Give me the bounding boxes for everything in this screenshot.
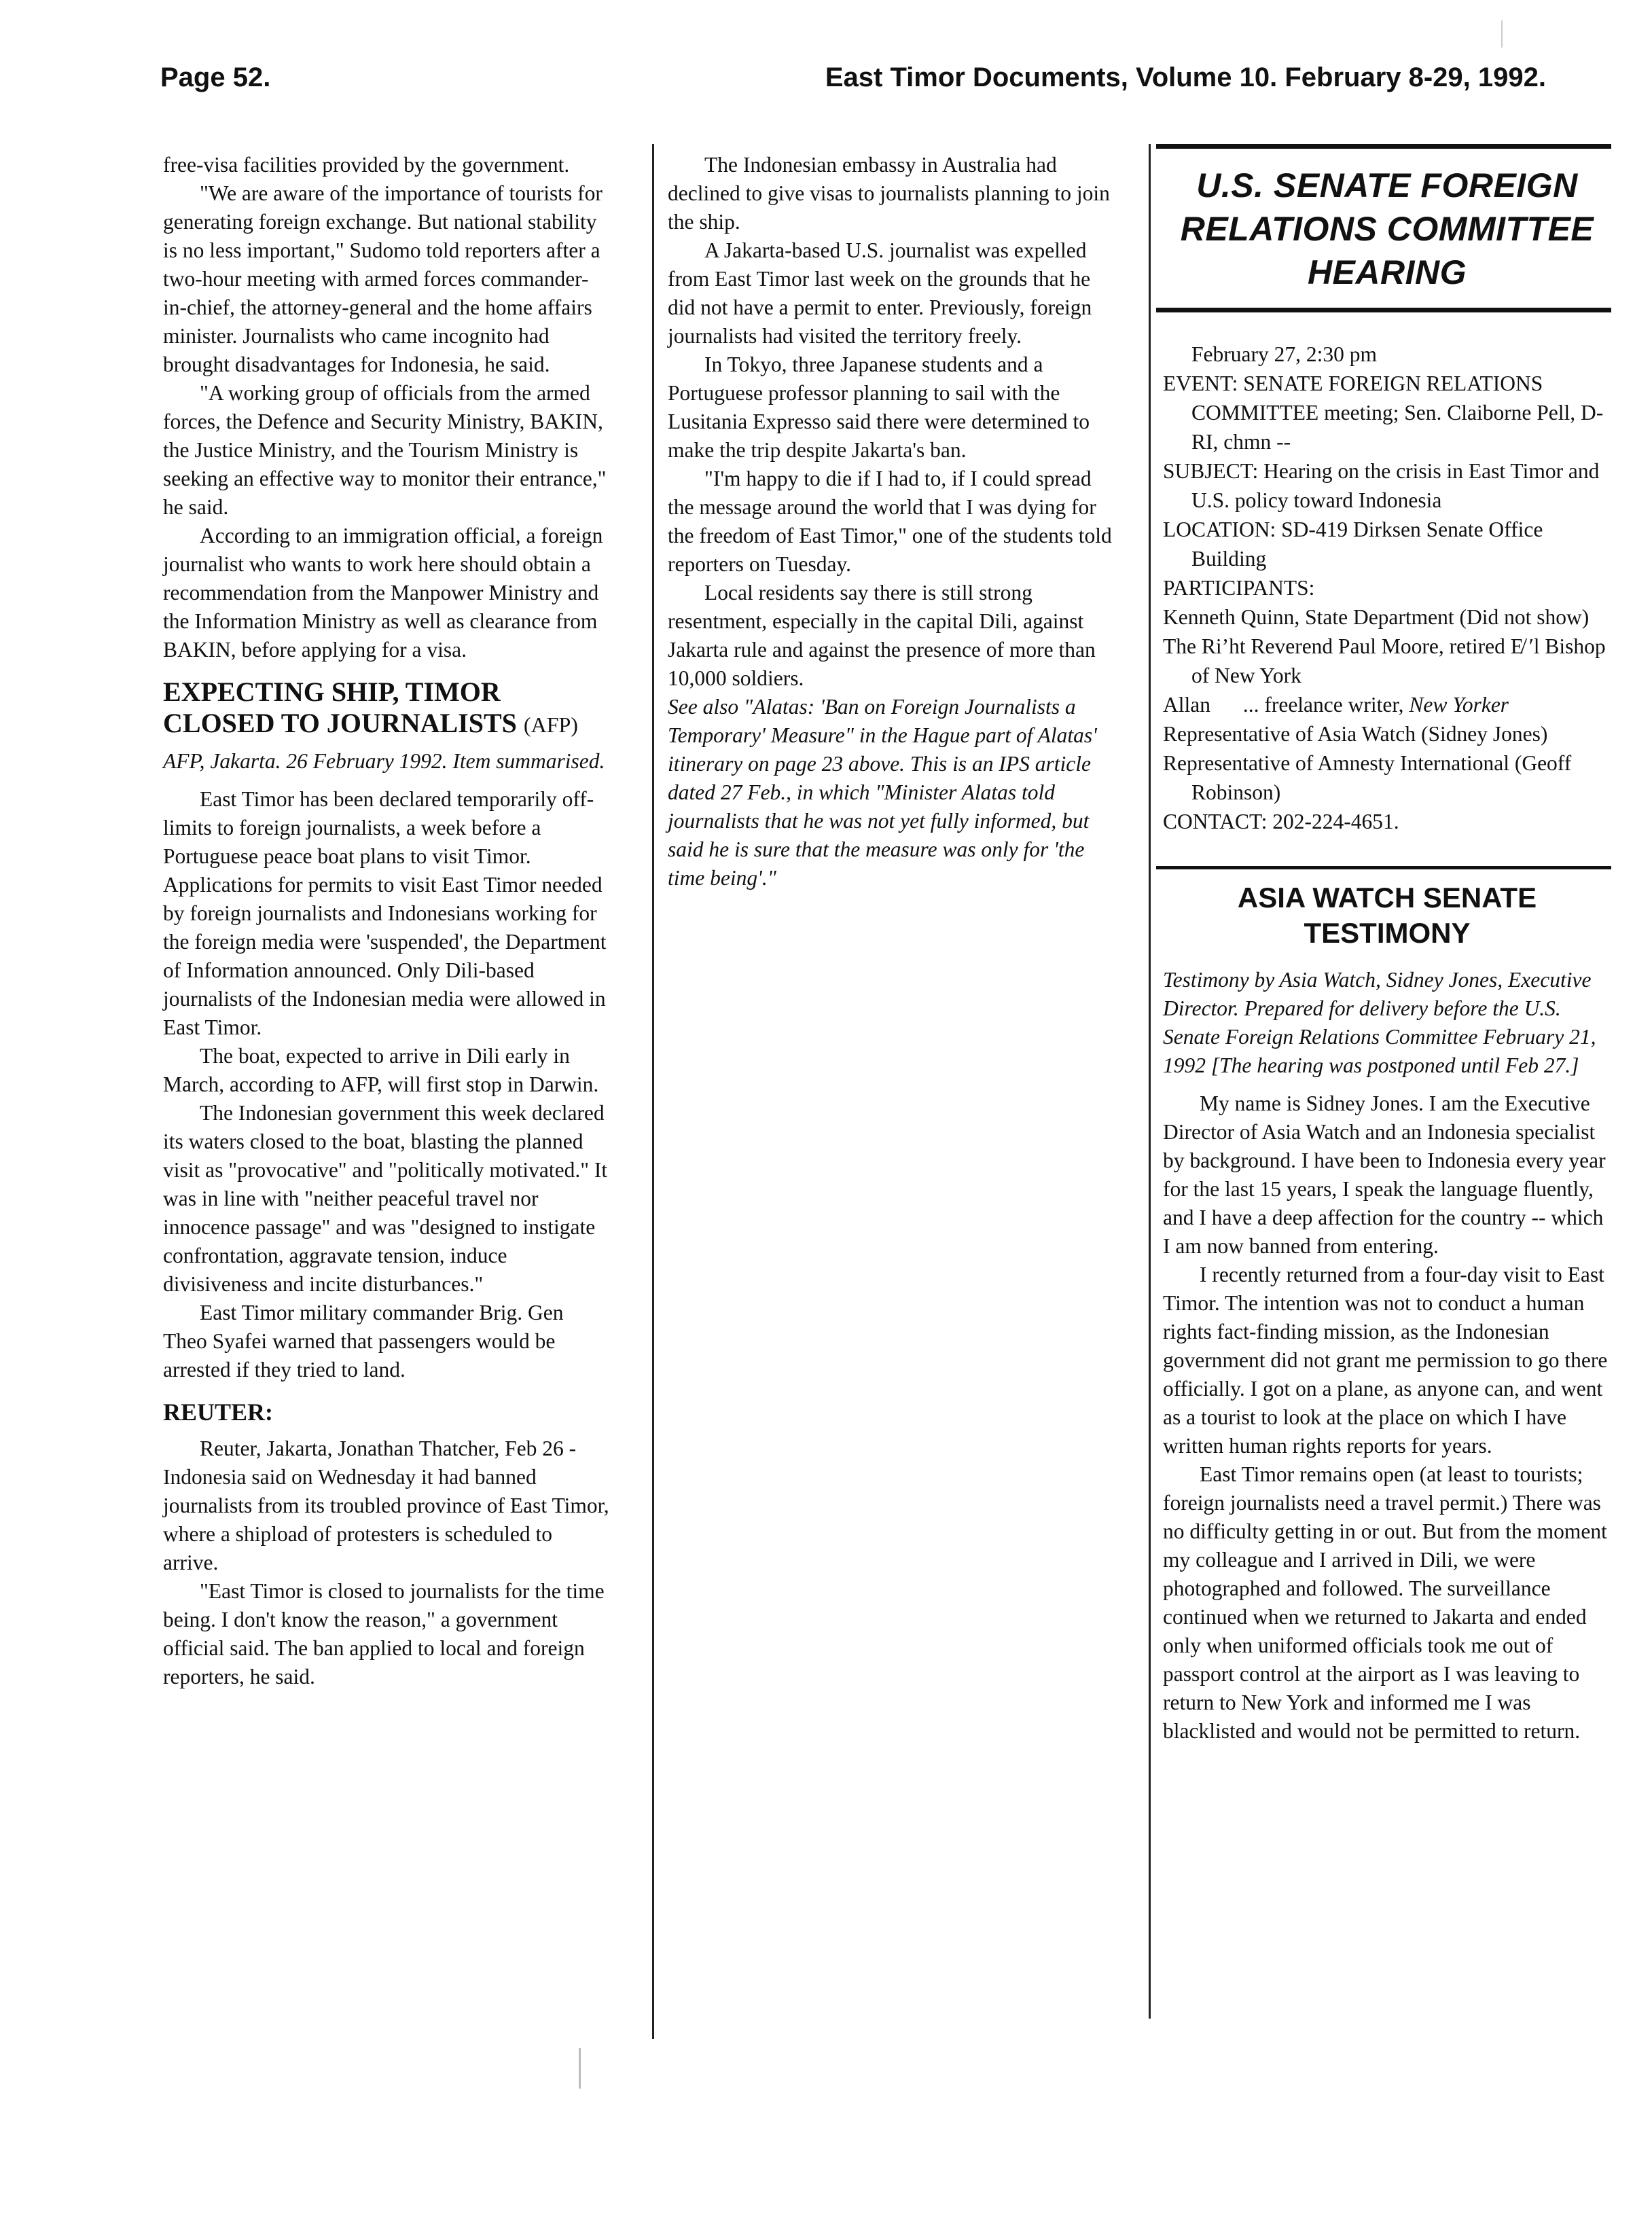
- participant: [1163, 690, 1611, 719]
- paragraph: "I'm happy to die if I had to, if I could spread the message around the world that I was dying for the freedom of East Timor," one of the students told reporters on Tuesday.: [668, 467, 1112, 576]
- paragraph: free-visa facilities provided by the government.: [163, 153, 570, 177]
- participant: Kenneth Quinn, State Department (Did not show): [1163, 605, 1590, 629]
- paragraph: I recently returned from a four-day visit to East Timor. The intention was not to conduct a human rights fact-finding mission, as the Indonesian government did not grant me permission to go there officially. I got on a plane, as anyone can, and went as a tourist to look at the place on which I have written human rights reports for years.: [1163, 1263, 1608, 1458]
- paragraph: East Timor remains open (at least to tourists; foreign journalists need a travel permit.) There was no difficulty getting in or out. But from the moment my colleague and I arrived in Dili, we were photographed and followed. The surveillance continued when we returned to Jakarta and ended only when uniformed officials took me out of passport control at the airport as I was leaving to return to New York and informed me I was blacklisted and would not be permitted to return.: [1163, 1462, 1607, 1743]
- paragraph: The boat, expected to arrive in Dili early in March, according to AFP, will first stop in Darwin.: [163, 1044, 599, 1096]
- column-right: [1163, 144, 1611, 1746]
- section-heading: REUTER:: [163, 1398, 274, 1426]
- paragraph: "East Timor is closed to journalists for the time being. I don't know the reason," a government official said. The ban applied to local and foreign reporters, he said.: [163, 1579, 605, 1689]
- heading-source-tag: (AFP): [523, 712, 578, 737]
- participants-label: PARTICIPANTS:: [1163, 576, 1315, 600]
- participant-role: ... freelance writer,: [1242, 693, 1409, 717]
- heading-text: EXPECTING SHIP, TIMOR CLOSED TO JOURNALISTS: [163, 676, 517, 738]
- box-rule-top: [1156, 144, 1611, 149]
- testimony-intro: Testimony by Asia Watch, Sidney Jones, Executive Director. Prepared for delivery before the U.S. Senate Foreign Relations Committee February 21, 1992 [The hearing was postponed until Feb 27.]: [1163, 968, 1596, 1077]
- paragraph: Local residents say there is still strong resentment, especially in the capital Dili, against Jakarta rule and against the presence of more than 10,000 soldiers.: [668, 581, 1096, 690]
- box-rule-top: [1156, 866, 1611, 869]
- testimony-box-title: ASIA WATCH SENATE TESTIMONY: [1237, 882, 1537, 949]
- scan-artifact: [1501, 20, 1503, 48]
- participant: Representative of Asia Watch (Sidney Jones): [1163, 722, 1548, 746]
- source-line: AFP, Jakarta. 26 February 1992. Item summarised.: [163, 749, 605, 773]
- paragraph: "A working group of officials from the armed forces, the Defence and Security Ministry, BAKIN, the Justice Ministry, and the Tourism Ministry is seeking an effective way to monitor their entrance," he said.: [163, 381, 607, 519]
- page-number: Page 52.: [160, 62, 271, 92]
- section-heading: [163, 676, 611, 740]
- participant-name: Allan: [1163, 693, 1210, 717]
- hearing-event: EVENT: SENATE FOREIGN RELATIONS COMMITTEE meeting; Sen. Claiborne Pell, D-RI, chmn --: [1163, 372, 1604, 454]
- paragraph: My name is Sidney Jones. I am the Executive Director of Asia Watch and an Indonesia specialist by background. I have been to Indonesia every year for the last 15 years, I speak the language fluently, and I have a deep affection for the country -- which I am now banned from entering.: [1163, 1091, 1606, 1258]
- column-divider: [1149, 144, 1151, 2019]
- page-header: [160, 62, 1546, 103]
- participant-publication: New Yorker: [1409, 693, 1509, 717]
- hearing-location: LOCATION: SD-419 Dirksen Senate Office Building: [1163, 518, 1543, 571]
- paragraph: The Indonesian government this week declared its waters closed to the boat, blasting the planned visit as "provocative" and "politically motivated." It was in line with "neither peaceful travel nor innocence passage" and was "designed to instigate confrontation, aggravate tension, induce divisiveness and incite disturbances.": [163, 1101, 608, 1296]
- paragraph: A Jakarta-based U.S. journalist was expelled from East Timor last week on the grounds that he did not have a permit to enter. Previously, foreign journalists had visited the territory freely.: [668, 238, 1092, 348]
- paragraph: In Tokyo, three Japanese students and a Portuguese professor planning to sail with the Lusitania Expresso said there were determined to make the trip despite Jakarta's ban.: [668, 353, 1090, 462]
- see-also-note: See also "Alatas: 'Ban on Foreign Journalists a Temporary' Measure" in the Hague part of Alatas' itinerary on page 23 above. This is an IPS article dated 27 Feb., in which "Minister Alatas told journalists that he was not yet fully informed, but said he is sure that the measure was only for 'the time being'.": [668, 695, 1097, 890]
- paragraph: "We are aware of the importance of tourists for generating foreign exchange. But national stability is no less important," Sudomo told reporters after a two-hour meeting with armed forces commander-in-chief, the attorney-general and the home affairs minister. Journalists who came incognito had brought disadvantages for Indonesia, he said.: [163, 181, 603, 376]
- hearing-details: [1163, 340, 1611, 836]
- column-divider: [652, 144, 654, 2039]
- hearing-subject: SUBJECT: Hearing on the crisis in East Timor and U.S. policy toward Indonesia: [1163, 459, 1600, 512]
- paragraph: East Timor military commander Brig. Gen Theo Syafei warned that passengers would be arrested if they tried to land.: [163, 1301, 564, 1382]
- participant: The Ri’ht Reverend Paul Moore, retired E̸ ′l Bishop of New York: [1163, 634, 1606, 687]
- hearing-box-title: U.S. SENATE FOREIGN RELATIONS COMMITTEE HEARING: [1180, 166, 1594, 291]
- paragraph: According to an immigration official, a foreign journalist who wants to work here should obtain a recommendation from the Manpower Ministry and the Information Ministry as well as clearance from BAKIN, before applying for a visa.: [163, 524, 603, 662]
- paragraph: The Indonesian embassy in Australia had declined to give visas to journalists planning to join the ship.: [668, 153, 1110, 234]
- paragraph: East Timor has been declared temporarily off-limits to foreign journalists, a week before a Portuguese peace boat plans to visit Timor. Applications for permits to visit East Timor needed by foreign journalists and Indonesians working for the foreign media were 'suspended', the Department of Information announced. Only Dili-based journalists of the Indonesian media were allowed in East Timor.: [163, 787, 607, 1039]
- hearing-date: February 27, 2:30 pm: [1191, 342, 1377, 366]
- scan-artifact: [579, 2048, 581, 2089]
- publication-title: East Timor Documents, Volume 10. February 8-29, 1992.: [825, 62, 1546, 92]
- box-rule-bottom: [1156, 308, 1611, 312]
- participant: Representative of Amnesty International (Geoff Robinson): [1163, 751, 1572, 804]
- hearing-contact: CONTACT: 202-224-4651.: [1163, 810, 1399, 833]
- column-middle: [668, 151, 1119, 892]
- paragraph: Reuter, Jakarta, Jonathan Thatcher, Feb 26 - Indonesia said on Wednesday it had banned journalists from its troubled province of East Timor, where a shipload of protesters is scheduled to arrive.: [163, 1437, 609, 1574]
- column-left: [163, 151, 611, 1691]
